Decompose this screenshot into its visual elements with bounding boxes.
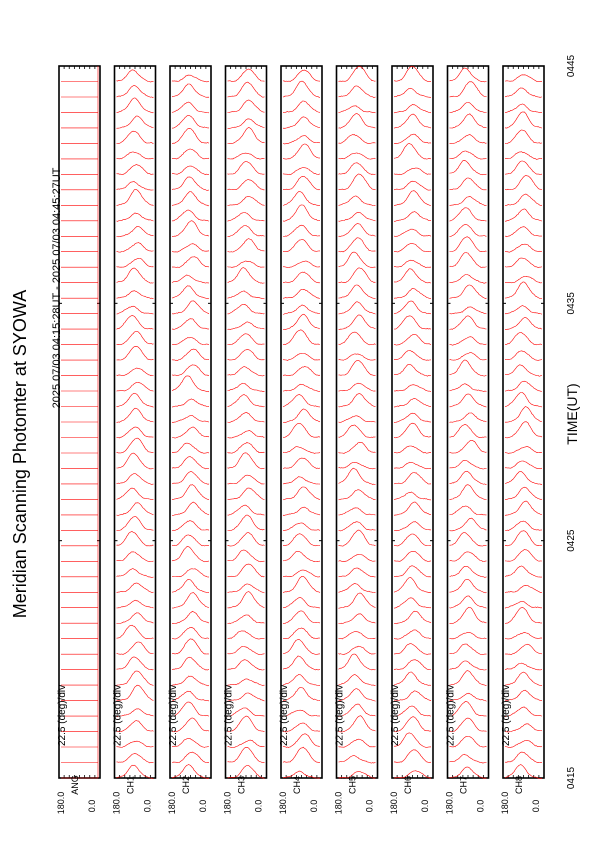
y-tick-label: 0.0 [142,799,153,813]
panel-label: CH7 [458,775,469,795]
panel-label: CH5 [347,775,358,795]
x-tick-label: 0435 [566,292,577,315]
y-tick-label: 180.0 [444,791,455,815]
chart-title: Meridian Scanning Photomter at SYOWA [10,289,30,619]
scale-label: 22.5 (deg)/div [223,684,235,746]
y-tick-label: 0.0 [420,799,430,813]
y-tick-label: 180.0 [222,791,233,815]
scale-label: 22.5 (deg)/div [445,684,457,746]
panel-ch8 [503,66,544,779]
panel-frame [334,66,378,778]
panel-label: CH4 [292,775,302,795]
trace-ang [61,66,98,778]
panel-label: CH8 [514,775,524,795]
y-tick-label: 0.0 [198,799,208,813]
scale-label: 22.5 (deg)/div [501,684,512,746]
trace-ch7 [450,68,487,778]
y-tick-label: 180.0 [278,791,288,815]
y-tick-label: 180.0 [333,791,344,815]
panel-label: ANG [70,775,80,795]
panel-ch6 [392,66,433,778]
panel-ch4 [281,66,322,778]
y-tick-label: 180.0 [389,791,399,815]
x-tick-label: 0425 [566,529,577,552]
panel-ch5 [334,66,378,778]
y-tick-label: 0.0 [475,799,486,813]
y-tick-label: 0.0 [364,799,375,813]
panel-label: CH2 [181,775,191,795]
trace-ch4 [283,70,320,778]
scale-label: 22.5 (deg)/div [279,684,290,746]
y-tick-label: 0.0 [87,799,97,813]
scale-label: 22.5 (deg)/div [112,684,124,746]
scale-label: 22.5 (deg)/div [57,684,68,746]
panel-frame [223,66,267,778]
panel-ch3 [223,66,267,778]
y-tick-label: 180.0 [56,791,66,815]
y-tick-label: 0.0 [531,799,541,813]
trace-ch8 [505,75,542,779]
y-tick-label: 0.0 [253,799,264,813]
y-tick-label: 180.0 [111,791,122,815]
trace-ch3 [228,69,265,778]
panel-label: CH6 [403,775,413,795]
panel-ch1 [112,66,156,779]
x-tick-label: 0445 [566,54,577,78]
panel-label: CH1 [125,775,136,795]
panel-ch7 [445,66,489,778]
trace-ch2 [172,75,209,779]
x-tick-label: 0415 [566,766,577,790]
panel-label: CH3 [236,775,247,795]
y-tick-label: 180.0 [167,791,177,815]
panel-ch2 [170,66,211,779]
y-tick-label: 0.0 [309,799,319,813]
scale-label: 22.5 (deg)/div [334,684,346,746]
trace-ch6 [394,66,431,778]
trace-ch1 [117,70,154,779]
y-tick-label: 180.0 [500,791,510,815]
time-range: 2025 07/03 04:15:28UT - 2025 07/03 04:45:27UT [51,167,63,409]
scale-label: 22.5 (deg)/div [168,684,179,746]
scale-label: 22.5 (deg)/div [390,684,401,746]
trace-ch5 [339,67,376,779]
panel-frame [392,66,433,778]
x-axis-label: TIME(UT) [564,383,580,445]
panel-ang [59,66,100,778]
